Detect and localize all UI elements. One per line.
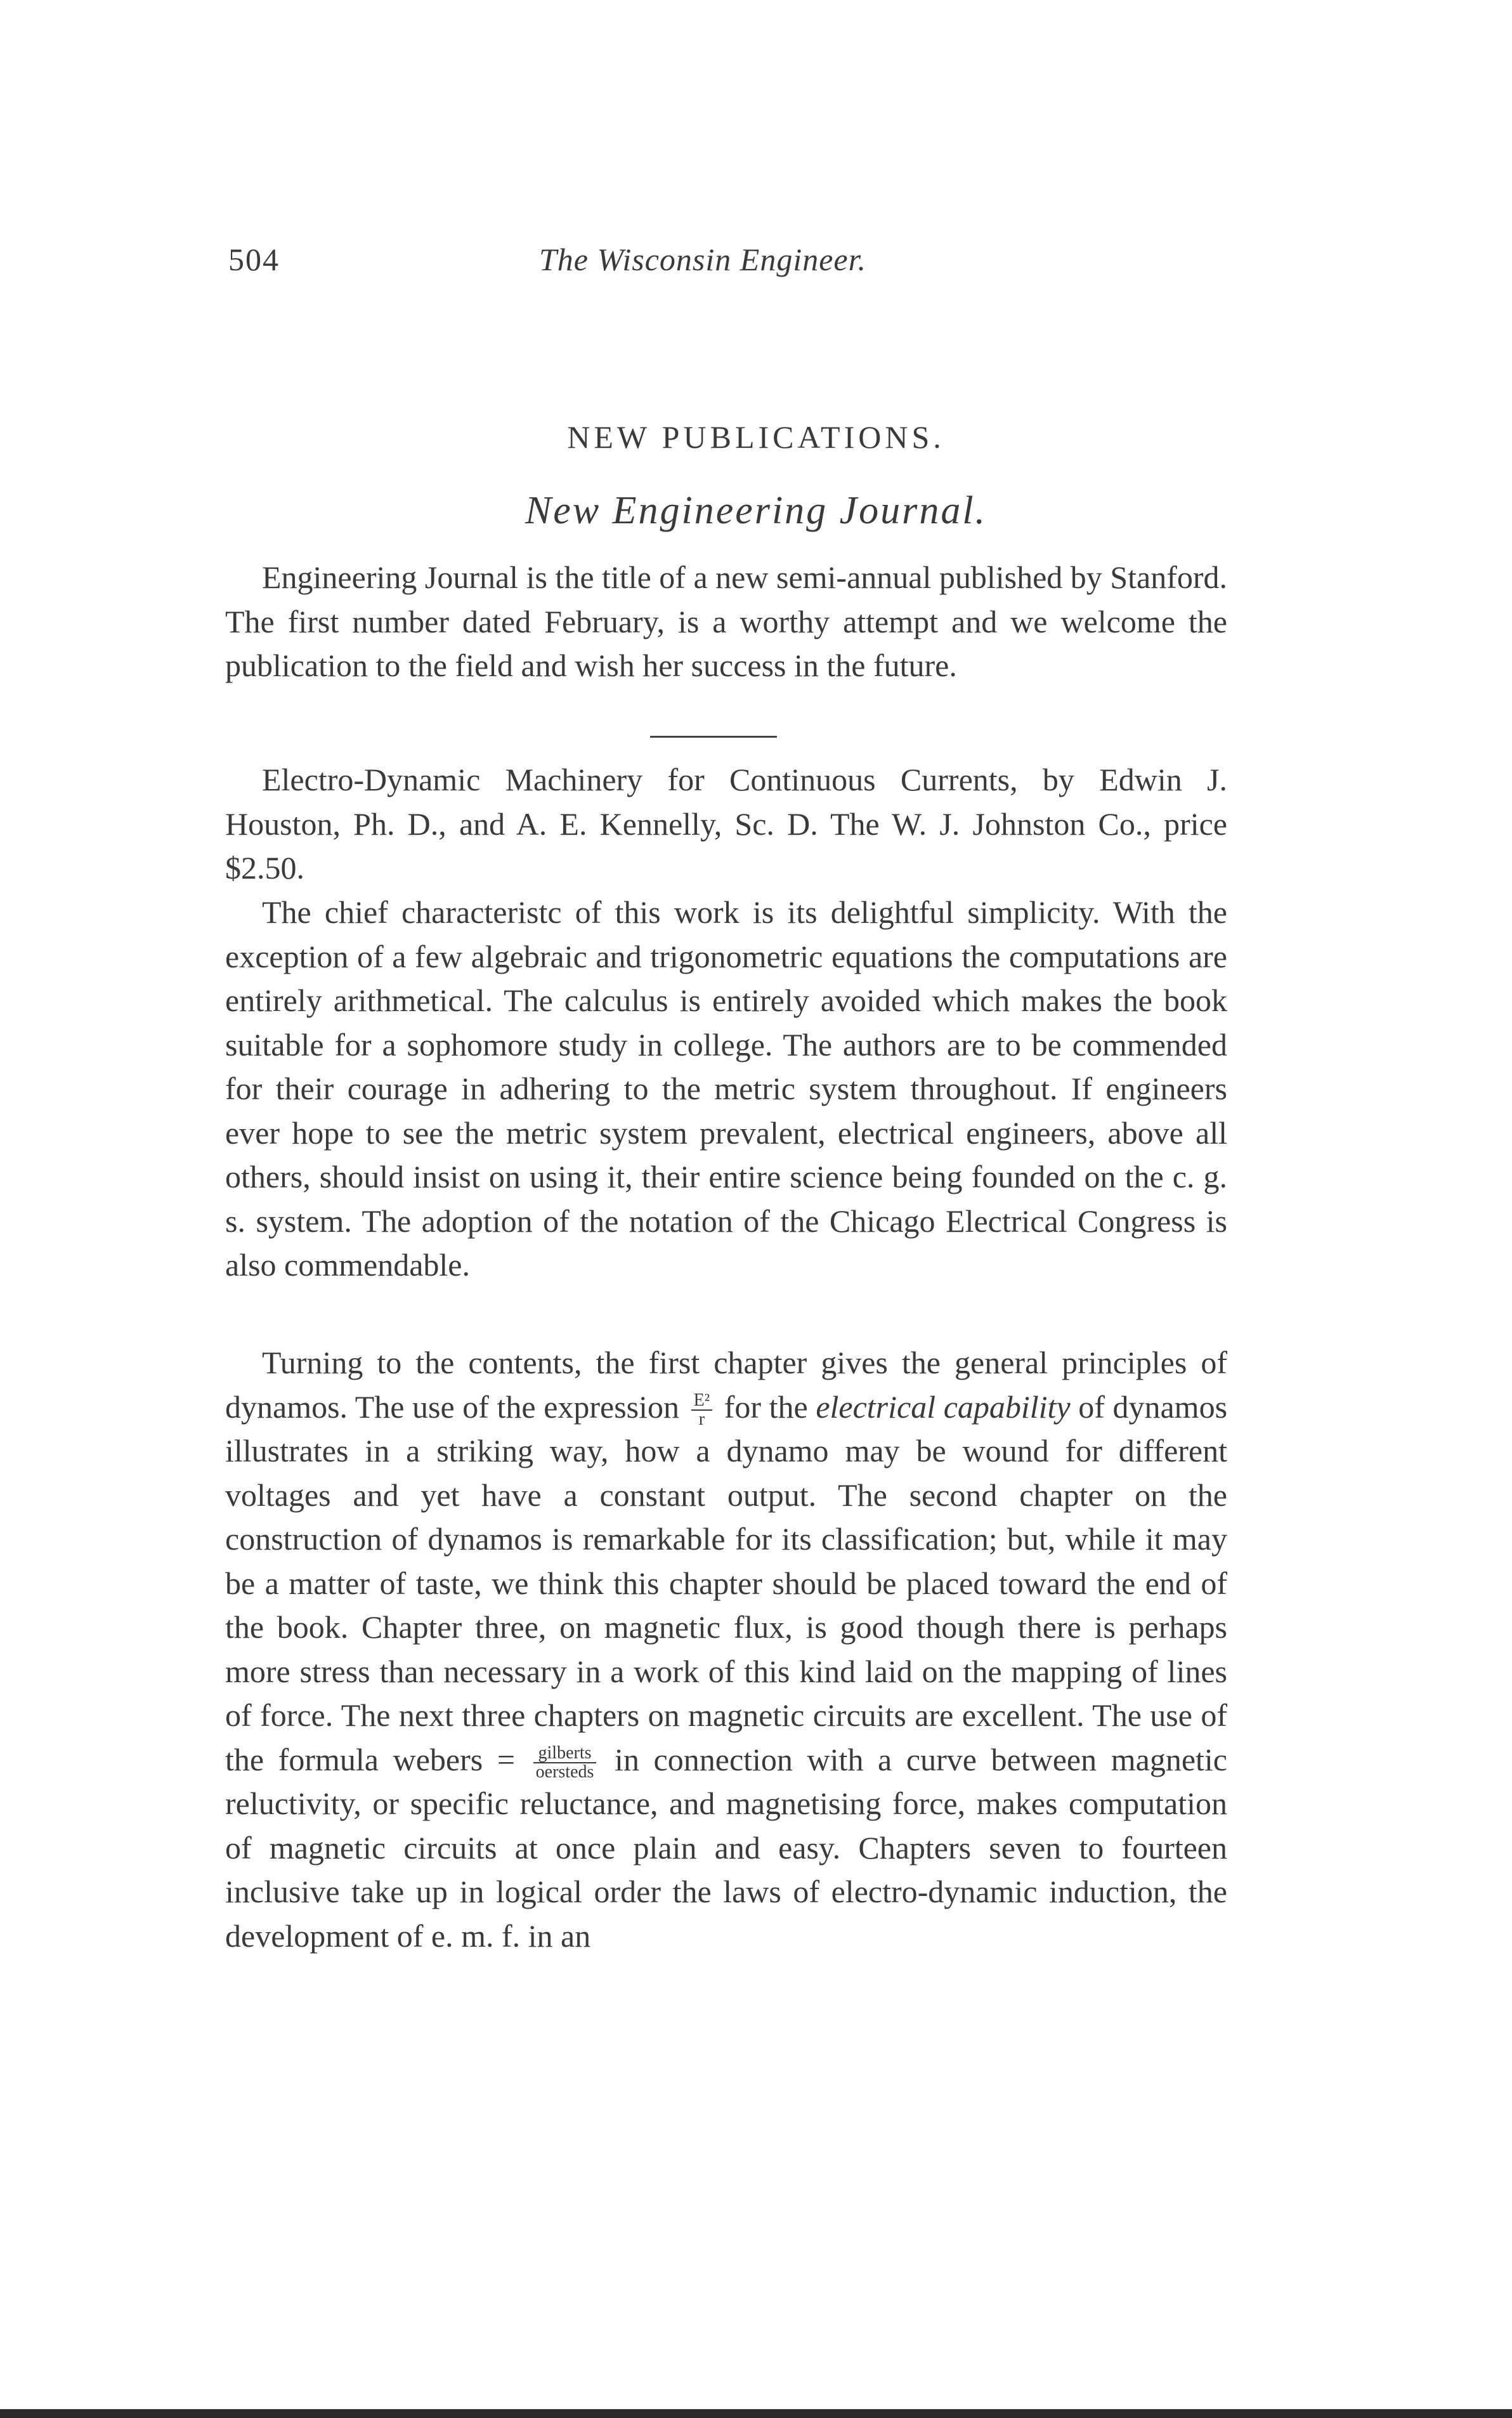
scan-bottom-edge [0, 2409, 1512, 2418]
section-divider [650, 736, 777, 738]
page-number: 504 [228, 242, 280, 277]
fraction-denominator: r [698, 1409, 705, 1430]
paragraph-text: The chief characteristc of this work is its delightful simplicity. With the exception of a few algebraic and trigonometric equations the computations are entirely arithmetical. The calculus is entirely avoided which makes the book suitable for a sophomore study in college. The authors are to be commended for their courage in adhering to the metric system throughout. If engineers ever hope to see the metric system prevalent, electrical engineers, above all others, should insist on using it, their entire science being founded on the c. g. s. system. The adoption of the notation of the Chicago Electrical Congress is also commendable. [225, 894, 1227, 1283]
text-segment: of dynamos illustrates in a striking way, how a dynamo may be wound for different voltages and yet have a constant output. The second chapter on the construction of dynamos is remarkable for its classification; but, while it may be a matter of taste, we think this chapter should be placed toward the end of the book. Chapter three, on magnetic flux, is good though there is perhaps more stress than necessary in a work of this kind laid on the mapping of lines of force. The next three chapters on magnetic circuits are excellent. The use of the formula webers = [225, 1389, 1228, 1777]
fraction-numerator: E² [691, 1392, 713, 1411]
paragraph-review-contents [225, 1341, 1227, 1958]
paragraph-journal-notice [225, 556, 1227, 688]
text-segment: for the [724, 1389, 808, 1425]
paragraph-text [225, 1341, 1227, 1958]
paragraph-book-citation [225, 758, 1227, 891]
journal-title: The Wisconsin Engineer. [539, 242, 867, 277]
running-head [228, 241, 1230, 285]
italic-term: electrical capability [816, 1389, 1071, 1425]
article-title: New Engineering Journal. [525, 489, 987, 532]
paragraph-review-intro [225, 891, 1227, 1288]
section-heading: NEW PUBLICATIONS. [567, 419, 945, 455]
fraction-gilberts-over-oersteds [533, 1744, 597, 1781]
text-segment: Turning to the contents, the first chapter gives the general principles of dynamos. The use of the expression [225, 1345, 1227, 1425]
paragraph-text: Electro-Dynamic Machinery for Continuous Currents, by Edwin J. Houston, Ph. D., and A. E. Kennelly, Sc. D. The W. J. Johnston Co., price $2.50. [225, 762, 1227, 886]
text-segment: in connection with a curve between magnetic reluctivity, or specific reluctance, and magnetising force, makes computation of magnetic circuits at once plain and easy. Chapters seven to fourteen inclusive take up in logical order the laws of electro-dynamic induction, the development of e. m. f. in an [225, 1741, 1227, 1954]
fraction-denominator: oersteds [535, 1762, 594, 1782]
fraction-e-squared-over-r [691, 1392, 713, 1428]
fraction-numerator: gilberts [533, 1744, 597, 1763]
paragraph-text: Engineering Journal is the title of a new semi-annual published by Stanford. The first number dated February, is a worthy attempt and we welcome the publication to the field and wish her success in the future. [225, 559, 1227, 683]
